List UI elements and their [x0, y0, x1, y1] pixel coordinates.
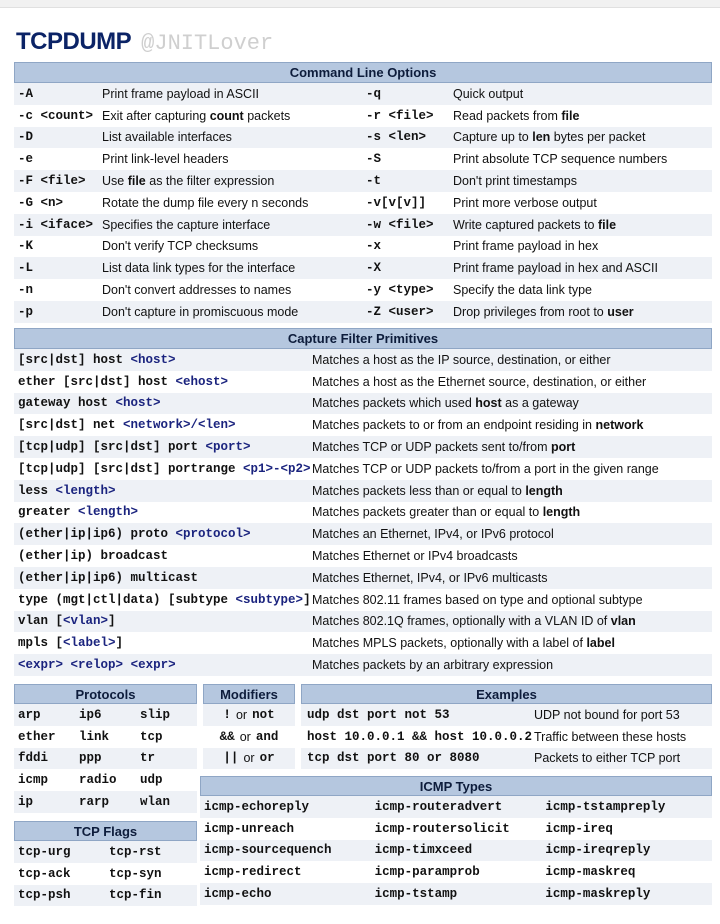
- option-flag: -q: [366, 86, 382, 101]
- option-row: [14, 257, 712, 279]
- tcp-flag: tcp-fin: [109, 888, 162, 903]
- filter-row: [14, 589, 712, 611]
- title-text: TCPDUMP: [16, 28, 132, 55]
- modifier-joiner: or: [235, 707, 248, 722]
- modifier-symbol: &&: [219, 729, 235, 744]
- icmp-type: icmp-sourcequench: [204, 843, 332, 858]
- filter-row: [14, 349, 712, 371]
- icmp-type: icmp-echo: [204, 887, 272, 902]
- filter-desc: Matches packets greater than or equal to length: [312, 505, 581, 520]
- modifier-joiner: or: [239, 729, 251, 744]
- option-flag: -L: [18, 261, 34, 276]
- icmp-type: icmp-routeradvert: [374, 799, 503, 814]
- filter-desc: Matches MPLS packets, optionally with a label of label: [312, 636, 615, 651]
- icmp-type: icmp-ireqreply: [545, 843, 651, 858]
- option-row: [14, 148, 712, 170]
- example-row: [301, 748, 712, 770]
- command-line-options-table: [14, 62, 712, 323]
- icmp-type: icmp-routersolicit: [374, 821, 510, 836]
- protocols-header: Protocols: [14, 684, 197, 704]
- filter-desc: Matches TCP or UDP packets to/from a port in the given range: [312, 461, 659, 476]
- tcp-flag-row: [14, 885, 197, 907]
- option-desc: Print frame payload in ASCII: [102, 86, 260, 101]
- examples-header: Examples: [301, 684, 712, 704]
- filter-expression: less <length>: [18, 483, 116, 498]
- filter-expression: greater <length>: [18, 505, 139, 520]
- filter-row: [14, 545, 712, 567]
- tcp-flag: tcp-rst: [109, 844, 162, 859]
- command-line-options-rows: [14, 83, 712, 323]
- icmp-type: icmp-redirect: [204, 865, 302, 880]
- filter-expression: type (mgt|ctl|data) [subtype <subtype>]: [18, 592, 311, 607]
- option-desc: Don't convert addresses to names: [102, 283, 292, 298]
- option-flag: -r <file>: [366, 108, 434, 123]
- icmp-type: icmp-tstampreply: [545, 799, 666, 814]
- option-desc: Print link-level headers: [102, 152, 229, 167]
- icmp-type: icmp-ireq: [545, 821, 613, 836]
- icmp-type: icmp-maskreq: [545, 865, 636, 880]
- tcp-flag: tcp-urg: [18, 844, 71, 859]
- protocol-row: [14, 791, 197, 813]
- tcp-flag: tcp-syn: [109, 866, 162, 881]
- option-row: [14, 214, 712, 236]
- icmp-type-rows: [200, 796, 712, 905]
- icmp-type-row: [200, 796, 712, 818]
- filter-desc: Matches packets less than or equal to length: [312, 483, 563, 498]
- filter-row: [14, 567, 712, 589]
- page-title: [16, 28, 273, 58]
- option-row: [14, 83, 712, 105]
- icmp-type: icmp-unreach: [204, 821, 295, 836]
- modifier-word: and: [255, 729, 279, 744]
- protocol-name: ppp: [79, 751, 102, 766]
- filter-desc: Matches packets which used host as a gateway: [312, 396, 579, 411]
- modifier-row: [203, 704, 295, 726]
- option-flag: -G <n>: [18, 195, 64, 210]
- icmp-type: icmp-timxceed: [374, 843, 473, 858]
- filter-expression: [tcp|udp] [src|dst] port <port>: [18, 440, 251, 455]
- option-desc: Don't verify TCP checksums: [102, 239, 259, 254]
- option-desc: Drop privileges from root to user: [453, 304, 634, 319]
- modifier-rows: [203, 704, 295, 769]
- protocol-name: tr: [140, 751, 156, 766]
- modifiers-table: [203, 684, 295, 769]
- filter-expression: [src|dst] host <host>: [18, 352, 176, 367]
- filter-rows: [14, 349, 712, 676]
- filter-row: [14, 611, 712, 633]
- option-desc: Capture up to len bytes per packet: [453, 130, 646, 145]
- option-row: [14, 127, 712, 149]
- protocol-name: rarp: [79, 795, 110, 810]
- option-desc: Quick output: [453, 86, 524, 101]
- icmp-type-row: [200, 840, 712, 862]
- protocol-name: fddi: [18, 751, 49, 766]
- modifiers-header: Modifiers: [203, 684, 295, 704]
- protocol-name: wlan: [140, 795, 171, 810]
- tcp-flag-rows: [14, 841, 197, 906]
- filter-desc: Matches a host as the Ethernet source, destination, or either: [312, 374, 647, 389]
- example-desc: Traffic between these hosts: [534, 729, 687, 744]
- option-desc: Print absolute TCP sequence numbers: [453, 152, 668, 167]
- option-flag: -v[v[v]]: [366, 195, 427, 210]
- protocol-name: slip: [140, 707, 171, 722]
- modifier-symbol: ||: [223, 751, 239, 766]
- protocol-name: radio: [79, 773, 117, 788]
- capture-filter-primitives-table: [14, 328, 712, 676]
- filter-expression: (ether|ip|ip6) multicast: [18, 570, 199, 585]
- filter-row: [14, 414, 712, 436]
- option-flag: -n: [18, 283, 34, 298]
- filter-row: [14, 371, 712, 393]
- option-desc: Don't print timestamps: [453, 174, 577, 189]
- protocol-name: arp: [18, 707, 41, 722]
- example-command: udp dst port not 53: [307, 707, 450, 722]
- filter-desc: Matches Ethernet or IPv4 broadcasts: [312, 549, 518, 564]
- icmp-type: icmp-echoreply: [204, 799, 310, 814]
- option-flag: -y <type>: [366, 283, 434, 298]
- option-flag: -A: [18, 86, 34, 101]
- tcp-flags-table: [14, 821, 197, 906]
- modifier-row: [203, 726, 295, 748]
- option-desc: Print frame payload in hex: [453, 239, 599, 254]
- filter-desc: Matches Ethernet, IPv4, or IPv6 multicasts: [312, 570, 548, 585]
- filter-expression: gateway host <host>: [18, 396, 161, 411]
- example-desc: UDP not bound for port 53: [534, 707, 680, 722]
- command-line-options-header: Command Line Options: [14, 62, 712, 83]
- filter-expression: [tcp|udp] [src|dst] portrange <p1>-<p2>: [18, 461, 311, 476]
- filter-row: [14, 523, 712, 545]
- examples-table: [301, 684, 712, 769]
- option-flag: -X: [366, 261, 382, 276]
- icmp-type: icmp-maskreply: [545, 887, 651, 902]
- option-row: [14, 170, 712, 192]
- example-rows: [301, 704, 712, 769]
- option-desc: List available interfaces: [102, 130, 232, 145]
- filter-row: [14, 458, 712, 480]
- option-row: [14, 279, 712, 301]
- filter-expression: vlan [<vlan>]: [18, 614, 116, 629]
- icmp-type: icmp-paramprob: [374, 865, 480, 880]
- tcp-flag: tcp-ack: [18, 866, 71, 881]
- author-handle: @JNITLover: [141, 31, 274, 56]
- option-flag: -D: [18, 130, 34, 145]
- option-flag: -s <len>: [366, 130, 427, 145]
- capture-filter-primitives-header: Capture Filter Primitives: [14, 328, 712, 349]
- filter-desc: Matches 802.1Q frames, optionally with a VLAN ID of vlan: [312, 614, 636, 629]
- modifier-word: not: [252, 707, 275, 722]
- protocols-table: [14, 684, 197, 813]
- option-flag: -w <file>: [366, 217, 434, 232]
- option-flag: -i <iface>: [18, 217, 94, 232]
- option-flag: -K: [18, 239, 34, 254]
- option-flag: -t: [366, 174, 382, 189]
- example-desc: Packets to either TCP port: [534, 751, 681, 766]
- filter-expression: <expr> <relop> <expr>: [18, 658, 176, 673]
- tcp-flag-row: [14, 841, 197, 863]
- option-row: [14, 192, 712, 214]
- protocol-name: udp: [140, 773, 163, 788]
- option-row: [14, 105, 712, 127]
- protocol-name: ether: [18, 729, 56, 744]
- protocol-name: link: [79, 729, 110, 744]
- protocol-name: ip: [18, 795, 34, 810]
- example-row: [301, 704, 712, 726]
- tcp-flag: tcp-psh: [18, 888, 71, 903]
- modifier-symbol: !: [223, 707, 231, 722]
- filter-row: [14, 502, 712, 524]
- filter-desc: Matches packets by an arbitrary expression: [312, 658, 554, 673]
- option-desc: Specify the data link type: [453, 283, 592, 298]
- tcp-flags-header: TCP Flags: [14, 821, 197, 841]
- protocol-name: icmp: [18, 773, 49, 788]
- icmp-types-header: ICMP Types: [200, 776, 712, 796]
- option-desc: Rotate the dump file every n seconds: [102, 195, 309, 210]
- filter-row: [14, 632, 712, 654]
- option-desc: Write captured packets to file: [453, 217, 617, 232]
- option-flag: -c <count>: [18, 108, 94, 123]
- option-flag: -e: [18, 152, 34, 167]
- icmp-type-row: [200, 861, 712, 883]
- filter-row: [14, 480, 712, 502]
- option-flag: -x: [366, 239, 382, 254]
- option-desc: Print more verbose output: [453, 195, 597, 210]
- option-desc: Use file as the filter expression: [102, 174, 275, 189]
- option-desc: List data link types for the interface: [102, 261, 296, 276]
- icmp-type-row: [200, 883, 712, 905]
- option-desc: Exit after capturing count packets: [102, 108, 291, 123]
- filter-row: [14, 436, 712, 458]
- filter-expression: mpls [<label>]: [18, 636, 124, 651]
- option-desc: Print frame payload in hex and ASCII: [453, 261, 658, 276]
- filter-desc: Matches a host as the IP source, destination, or either: [312, 352, 611, 367]
- filter-desc: Matches TCP or UDP packets sent to/from port: [312, 440, 576, 455]
- filter-desc: Matches an Ethernet, IPv4, or IPv6 protocol: [312, 527, 554, 542]
- modifier-word: or: [259, 751, 275, 766]
- protocol-row: [14, 704, 197, 726]
- option-flag: -Z <user>: [366, 304, 434, 319]
- protocol-rows: [14, 704, 197, 813]
- filter-expression: (ether|ip) broadcast: [18, 549, 169, 564]
- example-row: [301, 726, 712, 748]
- icmp-type-row: [200, 818, 712, 840]
- tcp-flag-row: [14, 863, 197, 885]
- filter-expression: (ether|ip|ip6) proto <protocol>: [18, 527, 251, 542]
- option-desc: Read packets from file: [453, 108, 580, 123]
- protocol-row: [14, 748, 197, 770]
- filter-expression: ether [src|dst] host <ehost>: [18, 374, 229, 389]
- option-row: [14, 236, 712, 258]
- option-desc: Specifies the capture interface: [102, 217, 271, 232]
- protocol-row: [14, 726, 197, 748]
- top-band: [0, 0, 720, 8]
- protocol-name: ip6: [79, 707, 102, 722]
- option-flag: -S: [366, 152, 382, 167]
- example-command: tcp dst port 80 or 8080: [307, 751, 480, 766]
- protocol-row: [14, 769, 197, 791]
- filter-desc: Matches 802.11 frames based on type and optional subtype: [312, 592, 643, 607]
- protocol-name: tcp: [140, 729, 163, 744]
- option-flag: -p: [18, 304, 34, 319]
- option-flag: -F <file>: [18, 174, 86, 189]
- filter-desc: Matches packets to or from an endpoint residing in network: [312, 418, 644, 433]
- modifier-joiner: or: [243, 751, 255, 766]
- option-row: [14, 301, 712, 323]
- filter-expression: [src|dst] net <network>/<len>: [18, 418, 236, 433]
- modifier-row: [203, 748, 295, 770]
- option-desc: Don't capture in promiscuous mode: [102, 304, 299, 319]
- filter-row: [14, 654, 712, 676]
- icmp-type: icmp-tstamp: [374, 887, 458, 902]
- filter-row: [14, 393, 712, 415]
- example-command: host 10.0.0.1 && host 10.0.0.2: [307, 729, 533, 744]
- icmp-types-table: [200, 776, 712, 905]
